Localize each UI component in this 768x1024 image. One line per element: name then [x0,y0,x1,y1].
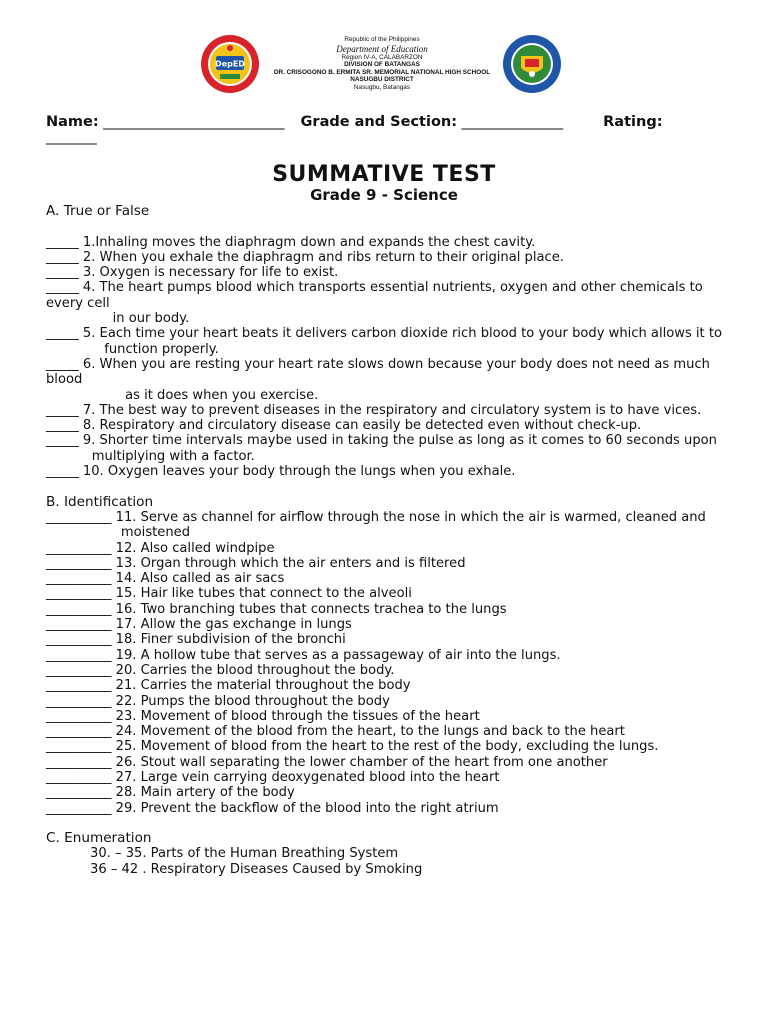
question-item [46,250,726,265]
page-title: SUMMATIVE TEST [272,162,496,187]
division-line: DIVISION OF BATANGAS [344,61,420,69]
question-text: _____ 5. Each time your heart beats it delivers carbon dioxide rich blood to your body which allows it to [46,326,723,342]
question-text: _____ 9. Shorter time intervals maybe used in taking the pulse as long as it comes to 60 seconds upon [46,433,717,449]
division-seal-logo [200,34,260,94]
question-item [46,678,726,693]
department-line: Department of Education [336,43,428,54]
question-item [46,571,726,586]
question-text: __________ 15. Hair like tubes that connect to the alveoli [46,586,412,602]
school-name: DR. CRISOGONO B. ERMITA SR. MEMORIAL NATIONAL HIGH SCHOOL [273,68,491,76]
question-item [46,326,726,357]
question-item [46,602,726,617]
question-text: _____ 1.Inhaling moves the diaphragm down and expands the chest cavity. [46,234,536,250]
region-line: Region IV-A, CALABARZON [341,53,423,61]
question-item [46,694,726,709]
question-item [90,846,726,861]
question-item [46,357,726,403]
school-header-text [264,36,500,92]
seal-text: DepED [215,59,245,69]
question-item [46,663,726,678]
question-item [46,785,726,800]
question-item [46,586,726,601]
republic-line: Republic of the Philippines [344,36,420,43]
section-c-items [46,846,726,877]
school-seal-logo [502,34,562,94]
question-item [46,724,726,739]
question-text: __________ 28. Main artery of the body [46,785,295,801]
question-continuation: moistened [46,525,190,541]
question-text: __________ 18. Finer subdivision of the bronchi [46,632,346,648]
question-text: 30. – 35. Parts of the Human Breathing System [90,846,399,862]
question-text: _____ 6. When you are resting your heart rate slows down because your body does not need as much blood [46,356,710,388]
question-text: __________ 17. Allow the gas exchange in lungs [46,617,352,633]
student-info-line [46,114,726,145]
question-continuation: in our body. [46,311,190,327]
question-item [46,510,726,541]
question-text: _____ 3. Oxygen is necessary for life to exist. [46,265,339,281]
question-text: __________ 23. Movement of blood through the tissues of the heart [46,708,480,724]
question-item [46,801,726,816]
grade-section-blank: ______________ [457,114,564,130]
question-item [46,541,726,556]
section-a-items [46,235,726,480]
question-item [46,265,726,280]
question-item [46,403,726,418]
question-text: __________ 11. Serve as channel for airflow through the nose in which the air is warmed, cleaned and [46,509,706,525]
section-c-heading: C. Enumeration [46,830,152,847]
question-continuation: function properly. [46,341,219,357]
grade-section-label: Grade and Section: [300,114,458,130]
name-label: Name: [46,114,99,130]
question-text: _____ 8. Respiratory and circulatory disease can easily be detected even without check-up. [46,418,642,434]
question-item [46,235,726,250]
question-text: _____ 10. Oxygen leaves your body through the lungs when you exhale. [46,464,516,480]
question-text: __________ 14. Also called as air sacs [46,571,285,587]
district-line: NASUGBU DISTRICT [350,76,414,84]
question-text: _____ 7. The best way to prevent diseases in the respiratory and circulatory system is to have vices. [46,402,702,418]
question-item [46,464,726,479]
question-item [46,617,726,632]
letterhead [0,0,768,110]
question-text: _____ 2. When you exhale the diaphragm and ribs return to their original place. [46,249,564,265]
question-text: __________ 21. Carries the material throughout the body [46,678,411,694]
section-a-heading: A. True or False [46,203,150,219]
question-text: __________ 20. Carries the blood throughout the body. [46,662,395,678]
question-text: __________ 24. Movement of the blood from the heart, to the lungs and back to the heart [46,724,625,740]
question-item [46,648,726,663]
question-text: __________ 22. Pumps the blood throughout the body [46,693,390,709]
section-b-heading: B. Identification [46,493,154,510]
question-continuation: multiplying with a factor. [46,448,255,464]
page-subtitle: Grade 9 - Science [310,186,458,204]
question-item [46,433,726,464]
question-item [46,418,726,433]
question-text: __________ 27. Large vein carrying deoxygenated blood into the heart [46,769,500,785]
question-item [46,770,726,785]
question-item [46,280,726,326]
question-text: _____ 4. The heart pumps blood which transports essential nutrients, oxygen and other chemicals to every cell [46,280,703,311]
rating-label: Rating: [603,114,663,130]
question-text: __________ 13. Organ through which the air enters and is filtered [46,555,466,571]
rating-blank: _______ [46,129,97,145]
question-text: __________ 16. Two branching tubes that connects trachea to the lungs [46,601,507,617]
question-item [90,862,726,877]
name-blank: _________________________ [98,114,285,130]
question-text: __________ 12. Also called windpipe [46,540,275,556]
question-text: __________ 19. A hollow tube that serves as a passageway of air into the lungs. [46,647,561,663]
question-item [46,632,726,647]
question-text: __________ 26. Stout wall separating the lower chamber of the heart from one another [46,754,608,770]
question-item [46,755,726,770]
question-text: __________ 25. Movement of blood from the heart to the rest of the body, excluding the lungs. [46,739,659,755]
question-text: __________ 29. Prevent the backflow of the blood into the right atrium [46,800,499,816]
question-continuation: as it does when you exercise. [46,387,319,403]
section-b-items [46,510,726,816]
question-item [46,739,726,754]
test-content [46,204,726,877]
question-text: 36 – 42 . Respiratory Diseases Caused by Smoking [90,861,423,877]
question-item [46,556,726,571]
town-line: Nasugbu, Batangas [353,83,411,91]
question-item [46,709,726,724]
